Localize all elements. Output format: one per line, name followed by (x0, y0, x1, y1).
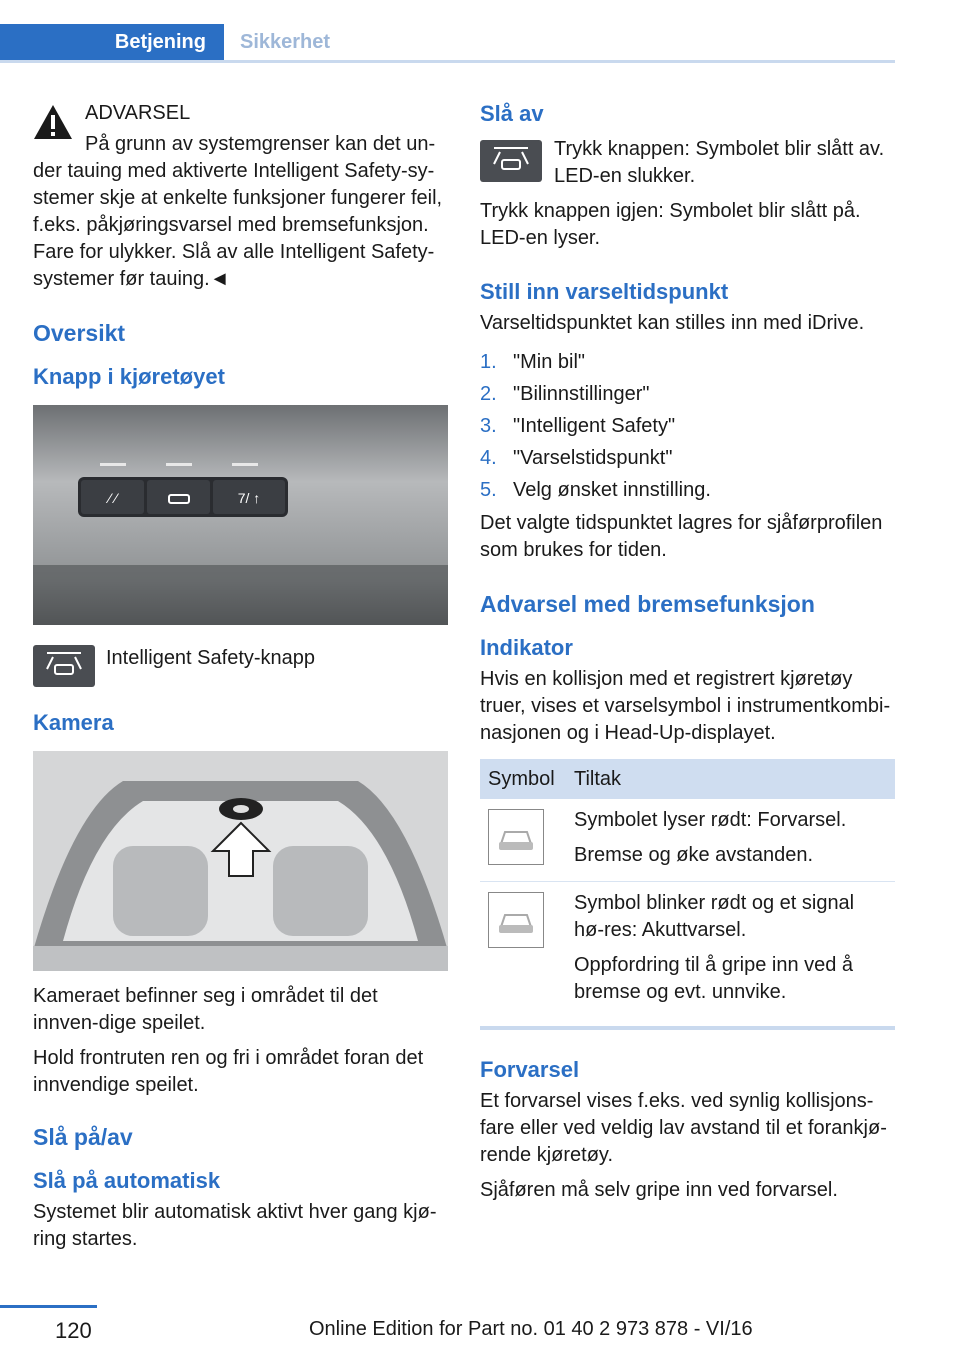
heading-kamera: Kamera (33, 710, 114, 735)
heading-knapp: Knapp i kjøretøyet (33, 364, 225, 389)
heading-forvarsel: Forvarsel (480, 1057, 580, 1082)
intelligent-safety-button-icon (33, 645, 95, 687)
row2-line1: Symbol blinker rødt og et signal hø-res: Akuttvarsel. (574, 892, 855, 941)
list-item: 2. "Bilinnstillinger" (480, 383, 650, 405)
forvarsel-text: Et forvarsel vises f.eks. ved synlig kollisjons-fare eller ved veldig lav avstand til et forankjø-rende kjøretøy. (480, 1090, 887, 1166)
list-item: 5. Velg ønsket innstilling. (480, 479, 711, 501)
sla-av-text: Trykk knappen: Symbolet blir slått av. LED-en slukker. (554, 138, 885, 187)
warning-title: ADVARSEL (85, 102, 191, 124)
heading-sla-pa-av: Slå på/av (33, 1124, 133, 1150)
sla-pa-igjen-text: Trykk knappen igjen: Symbolet blir slått på. LED-en lyser. (480, 200, 861, 249)
button-photo (33, 405, 448, 625)
sla-av-row (480, 136, 895, 190)
button-panel-image (33, 405, 448, 625)
steps-list (480, 349, 895, 504)
camera-clean-text: Hold frontruten ren og fri i området foran det innvendige speilet. (33, 1047, 424, 1096)
list-item: 4. "Varselstidspunkt" (480, 447, 673, 469)
col-symbol: Symbol (480, 759, 566, 799)
camera-photo (33, 751, 448, 971)
edition-text: Online Edition for Part no. 01 40 2 973 878 - VI/16 (309, 1318, 753, 1340)
table-row (480, 882, 895, 1019)
svg-text:7/ ↑: 7/ ↑ (237, 490, 261, 506)
after-steps-text: Det valgte tidspunktet lagres for sjåførprofilen som brukes for tiden. (480, 512, 883, 561)
car-warning-icon (488, 809, 544, 865)
row1-line2: Bremse og øke avstanden. (574, 844, 814, 866)
heading-sla-pa-automatisk: Slå på automatisk (33, 1168, 221, 1193)
windshield-camera-image (33, 751, 448, 971)
tab-sikkerhet[interactable]: Sikkerhet (240, 31, 331, 53)
auto-text: Systemet blir automatisk aktivt hver gang kjø-ring startes. (33, 1201, 437, 1250)
heading-indikator: Indikator (480, 635, 573, 660)
indikator-text: Hvis en kollisjon med et registrert kjøretøy truer, vises et varselsymbol i instrumentkombi-nasjonen og i Head-Up-displayet. (480, 668, 891, 744)
warning-text: På grunn av systemgrenser kan det un-der tauing med aktiverte Intelligent Safety-sy-stemer skje at enkelte funksjoner fungerer feil, f.eks. påkjøringsvarsel med bremsefunksjon. Fare for ulykker. Slå av alle Intelligent Safety-systemer før tauing.◄ (33, 133, 443, 290)
heading-sla-av: Slå av (480, 101, 544, 126)
camera-location-text: Kameraet befinner seg i området til det innven-dige speilet. (33, 985, 378, 1034)
row2-line2: Oppfordring til å gripe inn ved å bremse og evt. unnvike. (574, 954, 854, 1003)
warning-block (33, 100, 448, 293)
header-bar (0, 24, 895, 63)
forvarsel-driver-text: Sjåføren må selv gripe inn ved forvarsel. (480, 1179, 838, 1201)
list-item: 3. "Intelligent Safety" (480, 415, 676, 437)
button-caption-row (33, 645, 448, 687)
col-tiltak: Tiltak (566, 759, 895, 799)
row1-line1: Symbolet lyser rødt: Forvarsel. (574, 809, 847, 831)
heading-advarsel: Advarsel med bremsefunksjon (480, 591, 815, 617)
svg-text:⁄ ⁄: ⁄ ⁄ (108, 490, 118, 506)
table-row (480, 799, 895, 882)
footer-rule (0, 1305, 97, 1308)
left-column (33, 100, 448, 1261)
heading-still-inn: Still inn varseltidspunkt (480, 279, 729, 304)
symbol-table (480, 759, 895, 1018)
button-caption: Intelligent Safety-knapp (106, 647, 316, 669)
tab-betjening[interactable]: Betjening (0, 24, 224, 60)
car-warning-icon (488, 892, 544, 948)
heading-oversikt: Oversikt (33, 320, 126, 346)
table-header (480, 759, 895, 799)
right-column (480, 100, 895, 1212)
page-number: 120 (55, 1318, 92, 1343)
still-inn-text: Varseltidspunktet kan stilles inn med iDrive. (480, 312, 865, 334)
intelligent-safety-button-icon (480, 140, 542, 182)
warning-triangle-icon (33, 104, 73, 140)
table-divider (480, 1026, 895, 1030)
list-item: 1. "Min bil" (480, 351, 585, 373)
